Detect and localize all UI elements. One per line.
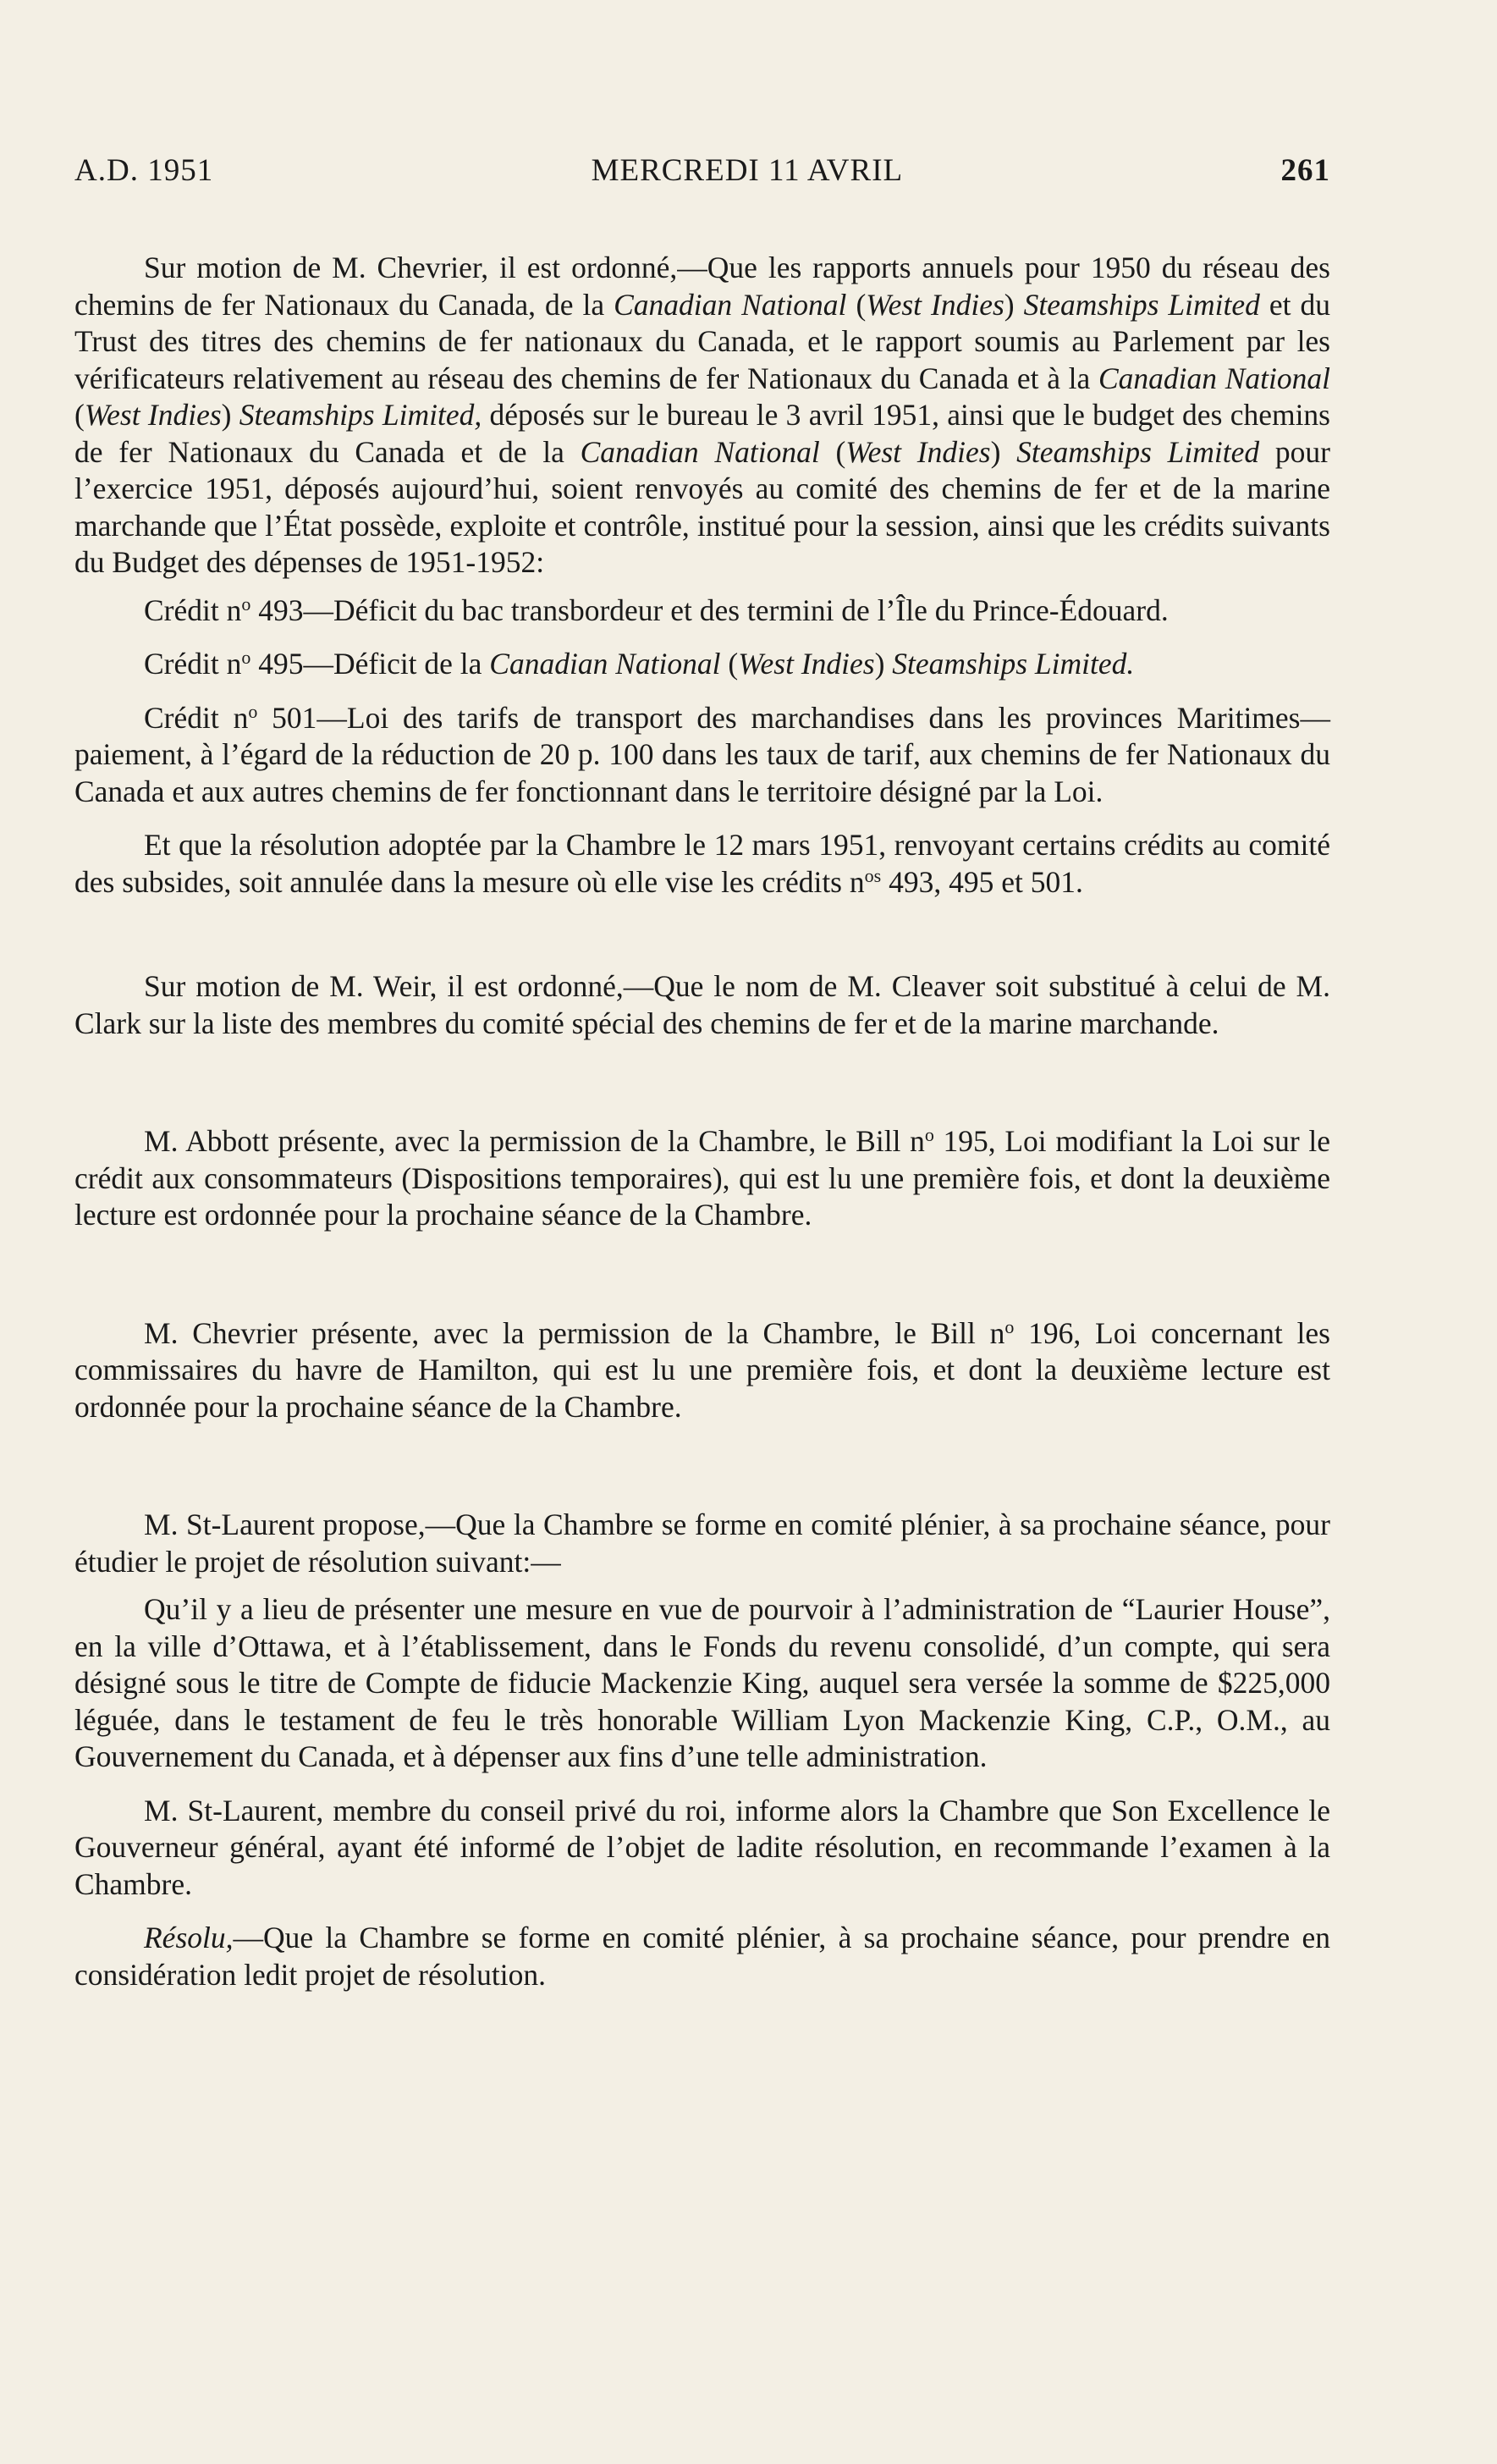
paragraph-credit-495	[74, 646, 1330, 683]
italic-run: Steamships Limited,	[239, 398, 482, 432]
paragraph-laurier-house-resolution: Qu’il y a lieu de présenter une mesure en vue de pourvoir à l’administration de “Laurier House”, en la ville d’Ottawa, et à l’établissement, dans le Fonds du revenu consolidé, d’un compte, qui sera désigné sous le titre de Compte de fiducie Mackenzie King, auquel sera versée la somme de $225,000 léguée, dans le testament de feu le très honorable William Lyon Mackenzie King, C.P., O.M., au Gouvernement du Canada, et à dépenser aux fins d’une telle administration.	[74, 1592, 1330, 1773]
superscript: o	[1004, 1315, 1015, 1337]
italic-run: West Indies	[845, 434, 991, 469]
text-run: 493—Déficit du bac transbordeur et des termini de l’Île du Prince-Édouard.	[250, 593, 1169, 627]
italic-run: Canadian National	[1098, 361, 1330, 395]
italic-run: West Indies	[738, 647, 875, 681]
text-run: Crédit n	[144, 593, 242, 627]
header-date: MERCREDI 11 AVRIL	[591, 153, 904, 188]
page-body	[74, 250, 1330, 1993]
superscript: o	[241, 593, 251, 615]
italic-run: West Indies	[84, 398, 222, 432]
text-run: 495—Déficit de la	[250, 647, 490, 681]
page-header	[74, 152, 1330, 189]
italic-run: West Indies	[866, 287, 1004, 322]
text-run: )	[990, 434, 1017, 469]
paragraph-resolu	[74, 1920, 1330, 1993]
text-run: )	[221, 398, 239, 432]
paragraph-credit-493	[74, 593, 1330, 630]
text-run: (	[74, 398, 85, 432]
superscript: o	[248, 700, 258, 722]
text-run: Crédit n	[144, 700, 249, 735]
text-run: 195, Loi modifiant la Loi sur le crédit aux consommateurs (Dispositions temporaires), qui est lu une première fois, et dont la deuxième lecture est ordonnée pour la prochaine séance de la Chambre.	[74, 1124, 1330, 1232]
italic-run: Résolu,	[144, 1921, 234, 1954]
italic-run: Canadian National	[614, 287, 847, 322]
superscript: os	[864, 864, 882, 886]
paragraph-chevrier-bill	[74, 1315, 1330, 1426]
text-run: 501—Loi des tarifs de transport des marchandises dans les provinces Maritimes—paiement, à l’égard de la réduction de 20 p. 100 dans les taux de tarif, aux chemins de fer Nationaux du Canada et aux autres chemins de fer fonctionnant dans le territoire désigné par la Loi.	[74, 700, 1330, 808]
italic-run: Steamships Limited.	[892, 647, 1135, 681]
text-run: M. Abbott présente, avec la permission de la Chambre, le Bill n	[144, 1124, 925, 1158]
text-run: pour l’exercice 1951, déposés aujourd’hui, soient renvoyés au comité des chemins de fer et de la marine marchande que l’État possède, exploite et contrôle, institué pour la session, ainsi que les crédits suivants du Budget des dépenses de 1951-1952:	[74, 434, 1330, 579]
text-run: déposés sur le bureau le 3 avril 1951, ainsi que le budget des chemins de fer Nationaux du Canada et de la	[74, 398, 1330, 469]
text-run: Et que la résolution adoptée par la Chambre le 12 mars 1951, renvoyant certains crédits au comité des subsides, soit annulée dans la mesure où elle vise les crédits n	[74, 828, 1330, 899]
paragraph-chevrier-motion	[74, 250, 1330, 582]
text-run: )	[874, 647, 893, 681]
text-run: M. Chevrier présente, avec la permission de la Chambre, le Bill n	[144, 1315, 1005, 1350]
text-run: 493, 495 et 501.	[881, 864, 1083, 899]
paragraph-abbott-bill	[74, 1123, 1330, 1234]
text-run: 196, Loi concernant les commissaires du havre de Hamilton, qui est lu une première fois, et dont la deuxième lecture est ordonnée pour la prochaine séance de la Chambre.	[74, 1315, 1330, 1424]
paragraph-weir-motion: Sur motion de M. Weir, il est ordonné,—Que le nom de M. Cleaver soit substitué à celui de M. Clark sur la liste des membres du comité spécial des chemins de fer et de la marine marchande.	[74, 969, 1330, 1040]
paragraph-st-laurent-proposal: M. St-Laurent propose,—Que la Chambre se forme en comité plénier, à sa prochaine séance, pour étudier le projet de résolution suivant:—	[74, 1508, 1330, 1579]
text-run: Sur motion de M. Chevrier, il est ordonné,—Que les rapports annuels pour 1950 du réseau des chemins de fer Nationaux du Canada, de la	[74, 251, 1330, 322]
superscript: o	[241, 646, 251, 668]
text-run: —Que la Chambre se forme en comité plénier, à sa prochaine séance, pour prendre en considération ledit projet de résolution.	[74, 1921, 1330, 1992]
page-number: 261	[1280, 153, 1330, 188]
text-run: (	[720, 647, 739, 681]
paragraph-resolution-annulled	[74, 827, 1330, 901]
paragraph-st-laurent-recommendation: M. St-Laurent, membre du conseil privé du roi, informe alors la Chambre que Son Excellence le Gouverneur général, ayant été informé de l’objet de ladite résolution, en recommande l’examen à la Chambre.	[74, 1793, 1330, 1901]
italic-run: Canadian National	[489, 647, 721, 681]
italic-run: Canadian National	[580, 434, 820, 469]
italic-run: Steamships Limited	[1016, 434, 1260, 469]
text-run: et du Trust des titres des chemins de fer nationaux du Canada, et le rapport soumis au Parlement par les vérificateurs relativement au réseau des chemins de fer Nationaux du Canada et à la	[74, 287, 1331, 395]
text-run: )	[1004, 287, 1024, 322]
superscript: o	[924, 1123, 934, 1145]
text-run: (	[819, 434, 846, 469]
text-run: Crédit n	[144, 647, 242, 681]
journal-page	[74, 152, 1330, 1993]
italic-run: Steamships Limited	[1023, 287, 1260, 322]
text-run: (	[846, 287, 867, 322]
paragraph-credit-501	[74, 700, 1330, 811]
header-year: A.D. 1951	[74, 153, 214, 188]
